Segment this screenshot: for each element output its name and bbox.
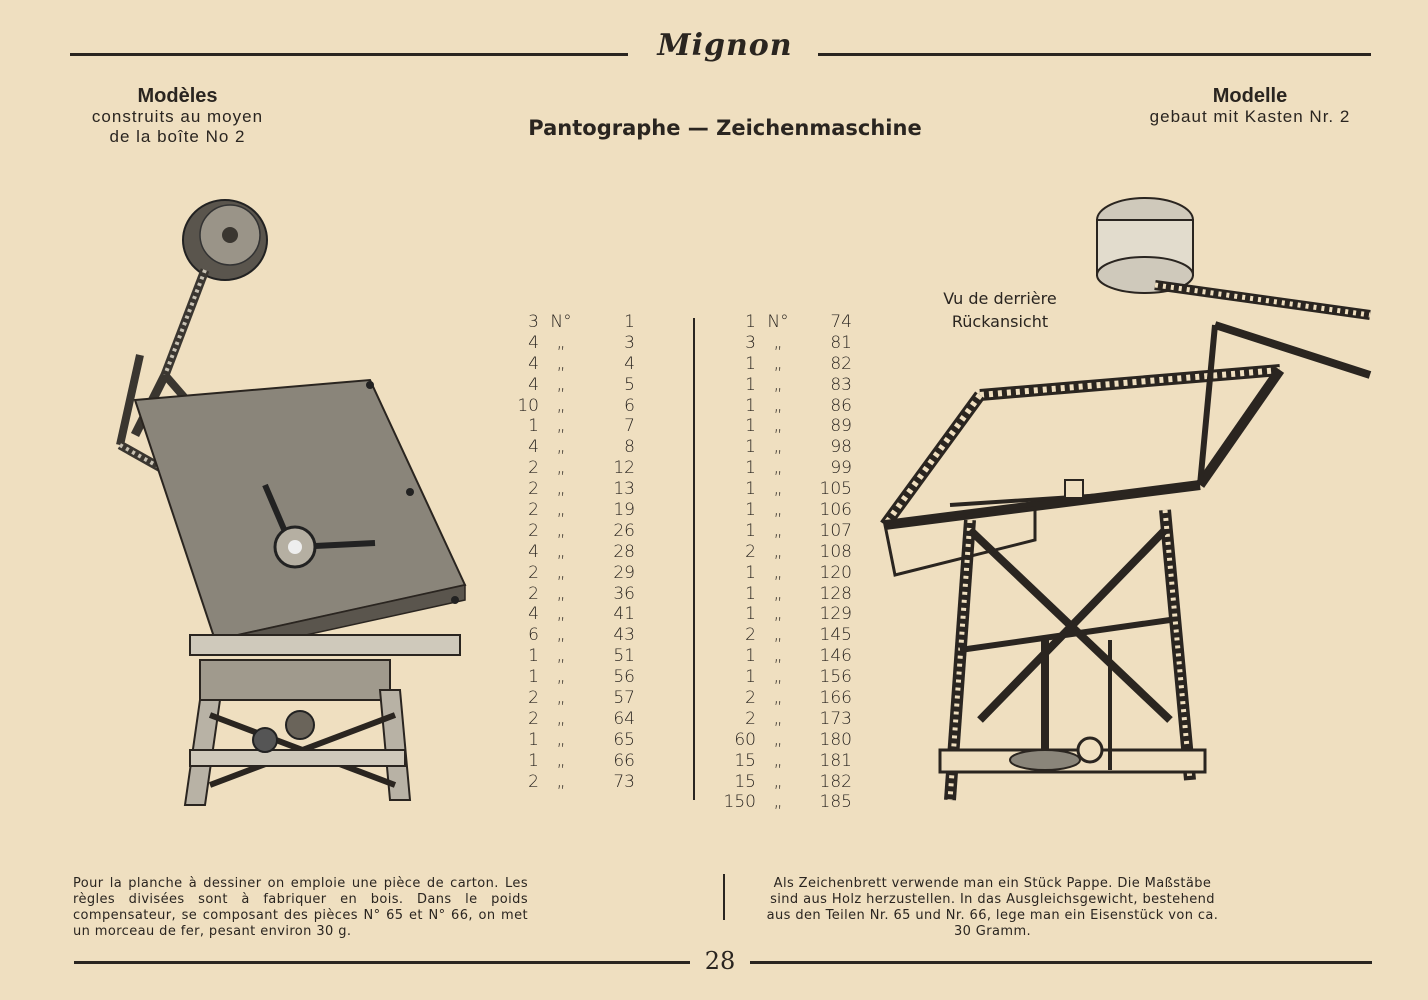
parts-row <box>722 375 857 396</box>
part-number: 74 <box>830 312 852 332</box>
parts-divider <box>693 318 695 800</box>
part-mark: „ <box>556 416 566 437</box>
parts-list-right-rows <box>722 312 857 813</box>
part-number: 4 <box>624 353 635 374</box>
part-mark: „ <box>773 479 783 500</box>
part-number: 19 <box>613 500 635 521</box>
parts-row <box>505 646 640 667</box>
part-number: 82 <box>830 353 852 374</box>
part-mark: N° <box>767 312 789 332</box>
part-number: 145 <box>819 625 852 646</box>
parts-row <box>505 730 640 751</box>
part-quantity: 1 <box>745 479 756 500</box>
part-mark: „ <box>773 583 783 604</box>
bottom-rule-left <box>74 961 690 964</box>
part-quantity: 1 <box>745 667 756 688</box>
part-quantity: 2 <box>528 520 539 541</box>
part-mark: „ <box>556 437 566 458</box>
part-mark: „ <box>773 416 783 437</box>
part-quantity: 1 <box>745 458 756 479</box>
part-number: 43 <box>613 625 635 646</box>
part-number: 185 <box>819 792 852 813</box>
parts-row <box>722 437 857 458</box>
parts-row <box>722 479 857 500</box>
part-number: 7 <box>624 416 635 437</box>
header-right <box>1115 85 1385 127</box>
part-quantity: 1 <box>745 646 756 667</box>
part-quantity: 3 <box>745 332 756 353</box>
part-quantity: 1 <box>745 353 756 374</box>
part-number: 86 <box>830 395 852 416</box>
part-quantity: 3 <box>528 312 539 332</box>
part-mark: „ <box>556 562 566 583</box>
parts-row <box>505 584 640 605</box>
part-mark: „ <box>773 667 783 688</box>
part-quantity: 150 <box>723 792 756 813</box>
part-mark: „ <box>773 646 783 667</box>
part-number: 57 <box>613 688 635 709</box>
part-mark: „ <box>773 520 783 541</box>
part-number: 28 <box>613 541 635 562</box>
parts-row <box>722 604 857 625</box>
header-right-title: Modelle <box>1212 85 1288 107</box>
part-number: 99 <box>830 458 852 479</box>
parts-row <box>722 709 857 730</box>
part-quantity: 2 <box>745 541 756 562</box>
part-quantity: 1 <box>745 374 756 395</box>
part-quantity: 2 <box>745 625 756 646</box>
part-mark: „ <box>556 729 566 750</box>
part-mark: „ <box>556 541 566 562</box>
parts-row <box>505 458 640 479</box>
part-number: 6 <box>624 395 635 416</box>
parts-row <box>505 563 640 584</box>
part-number: 3 <box>624 332 635 353</box>
part-mark: „ <box>773 395 783 416</box>
part-mark: „ <box>773 688 783 709</box>
part-quantity: 2 <box>528 500 539 521</box>
part-number: 36 <box>613 583 635 604</box>
header-left <box>60 85 295 147</box>
top-rule-left <box>70 53 628 56</box>
parts-row <box>505 772 640 793</box>
part-number: 83 <box>830 374 852 395</box>
caption-line-fr: Vu de derrière <box>943 289 1057 308</box>
part-quantity: 4 <box>528 332 539 353</box>
part-quantity: 1 <box>745 562 756 583</box>
part-quantity: 1 <box>528 750 539 771</box>
part-mark: „ <box>773 750 783 771</box>
part-number: 66 <box>613 750 635 771</box>
part-mark: „ <box>556 750 566 771</box>
part-quantity: 15 <box>734 750 756 771</box>
part-number: 106 <box>819 500 852 521</box>
part-quantity: 1 <box>528 667 539 688</box>
part-quantity: 2 <box>745 688 756 709</box>
parts-row <box>722 751 857 772</box>
part-mark: „ <box>556 667 566 688</box>
parts-row <box>505 688 640 709</box>
parts-row <box>722 792 857 813</box>
part-quantity: 2 <box>528 583 539 604</box>
part-number: 156 <box>819 667 852 688</box>
notes-divider <box>723 874 725 920</box>
parts-row <box>505 751 640 772</box>
parts-row <box>505 396 640 417</box>
part-mark: „ <box>556 520 566 541</box>
parts-list-right <box>722 312 857 813</box>
part-quantity: 2 <box>528 562 539 583</box>
part-quantity: 1 <box>528 729 539 750</box>
part-mark: „ <box>773 792 783 813</box>
part-number: 181 <box>819 750 852 771</box>
part-quantity: 2 <box>745 708 756 729</box>
part-quantity: 4 <box>528 541 539 562</box>
part-mark: „ <box>556 374 566 395</box>
part-mark: „ <box>773 625 783 646</box>
part-number: 41 <box>613 604 635 625</box>
parts-row <box>722 730 857 751</box>
part-quantity: 4 <box>528 353 539 374</box>
part-number: 26 <box>613 520 635 541</box>
part-mark: „ <box>556 332 566 353</box>
part-number: 51 <box>613 646 635 667</box>
part-mark: „ <box>773 353 783 374</box>
part-quantity: 1 <box>528 416 539 437</box>
header-left-line2: de la boîte No 2 <box>109 127 246 146</box>
part-quantity: 1 <box>745 395 756 416</box>
part-number: 105 <box>819 479 852 500</box>
part-quantity: 1 <box>745 437 756 458</box>
note-german: Als Zeichenbrett verwende man ein Stück Pappe. Die Maßstäbe sind aus Holz herzustellen. In das Ausgleichsgewicht, bestehend aus den Teilen Nr. 65 und Nr. 66, lege man ein Eisenstück von ca. 30 Gramm. <box>766 876 1219 939</box>
part-mark: „ <box>773 729 783 750</box>
parts-list-left-rows <box>505 312 640 792</box>
part-mark: „ <box>773 500 783 521</box>
part-number: 89 <box>830 416 852 437</box>
note-french: Pour la planche à dessiner on emploie une pièce de carton. Les règles divisées sont à fabriquer en bois. Dans le poids compensateur, se composant des pièces N° 65 et N° 66, on met un morceau de fer, pesant environ 30 g. <box>73 876 528 939</box>
parts-row <box>505 667 640 688</box>
parts-row <box>505 333 640 354</box>
part-quantity: 1 <box>745 416 756 437</box>
part-mark: „ <box>556 625 566 646</box>
part-number: 107 <box>819 520 852 541</box>
part-quantity: 4 <box>528 604 539 625</box>
part-number: 128 <box>819 583 852 604</box>
part-number: 173 <box>819 708 852 729</box>
part-quantity: 1 <box>745 604 756 625</box>
part-number: 108 <box>819 541 852 562</box>
parts-row <box>722 500 857 521</box>
part-number: 73 <box>613 771 635 792</box>
parts-row <box>722 772 857 793</box>
parts-row <box>505 312 640 333</box>
part-number: 56 <box>613 667 635 688</box>
parts-row <box>722 646 857 667</box>
part-quantity: 2 <box>528 708 539 729</box>
parts-row <box>505 709 640 730</box>
part-mark: „ <box>556 708 566 729</box>
part-mark: „ <box>556 395 566 416</box>
part-number: 129 <box>819 604 852 625</box>
parts-row <box>505 375 640 396</box>
parts-row <box>722 521 857 542</box>
part-mark: „ <box>556 604 566 625</box>
parts-row <box>722 625 857 646</box>
caption-line-de: Rückansicht <box>951 312 1049 331</box>
parts-row <box>722 563 857 584</box>
part-mark: „ <box>773 604 783 625</box>
part-quantity: 60 <box>734 729 756 750</box>
pantograph-rear-illustration <box>870 190 1390 820</box>
pantograph-front-illustration <box>80 195 480 835</box>
part-mark: „ <box>773 458 783 479</box>
parts-row <box>722 354 857 375</box>
header-left-title: Modèles <box>137 85 218 107</box>
bottom-rule-right <box>750 961 1372 964</box>
part-quantity: 10 <box>517 395 539 416</box>
parts-row <box>722 542 857 563</box>
part-number: 146 <box>819 646 852 667</box>
part-quantity: 1 <box>528 646 539 667</box>
part-quantity: 2 <box>528 479 539 500</box>
part-mark: „ <box>773 562 783 583</box>
parts-row <box>505 416 640 437</box>
parts-row <box>505 521 640 542</box>
part-number: 8 <box>624 437 635 458</box>
part-mark: „ <box>556 479 566 500</box>
part-mark: „ <box>773 332 783 353</box>
part-number: 5 <box>624 374 635 395</box>
page-title: Pantographe — Zeichenmaschine <box>528 116 922 140</box>
parts-row <box>722 416 857 437</box>
parts-row <box>505 500 640 521</box>
parts-row <box>722 333 857 354</box>
parts-row <box>722 667 857 688</box>
part-quantity: 1 <box>745 520 756 541</box>
part-quantity: 6 <box>528 625 539 646</box>
parts-row <box>505 625 640 646</box>
page-number: 28 <box>704 947 736 975</box>
part-quantity: 1 <box>745 312 756 332</box>
part-number: 12 <box>613 458 635 479</box>
part-mark: „ <box>556 353 566 374</box>
part-number: 1 <box>624 312 635 332</box>
part-mark: „ <box>773 771 783 792</box>
part-quantity: 4 <box>528 374 539 395</box>
top-rule-right <box>818 53 1371 56</box>
part-mark: „ <box>556 688 566 709</box>
parts-row <box>722 396 857 417</box>
parts-row <box>505 437 640 458</box>
part-number: 98 <box>830 437 852 458</box>
parts-row <box>505 479 640 500</box>
part-mark: „ <box>773 437 783 458</box>
part-quantity: 2 <box>528 458 539 479</box>
part-mark: N° <box>550 312 572 332</box>
header-right-line1: gebaut mit Kasten Nr. 2 <box>1149 107 1351 126</box>
part-mark: „ <box>773 708 783 729</box>
parts-row <box>722 458 857 479</box>
parts-row <box>722 688 857 709</box>
part-number: 166 <box>819 688 852 709</box>
part-quantity: 1 <box>745 500 756 521</box>
part-quantity: 15 <box>734 771 756 792</box>
parts-list-left <box>505 312 640 792</box>
part-mark: „ <box>556 583 566 604</box>
part-number: 120 <box>819 562 852 583</box>
part-mark: „ <box>556 458 566 479</box>
part-number: 64 <box>613 708 635 729</box>
parts-row <box>722 312 857 333</box>
parts-row <box>505 354 640 375</box>
part-number: 65 <box>613 729 635 750</box>
part-number: 182 <box>819 771 852 792</box>
brand-title: Mignon <box>657 28 793 63</box>
part-quantity: 2 <box>528 771 539 792</box>
part-number: 81 <box>830 332 852 353</box>
part-quantity: 1 <box>745 583 756 604</box>
parts-row <box>722 584 857 605</box>
part-number: 13 <box>613 479 635 500</box>
part-quantity: 4 <box>528 437 539 458</box>
part-mark: „ <box>773 541 783 562</box>
part-quantity: 2 <box>528 688 539 709</box>
part-mark: „ <box>556 500 566 521</box>
part-number: 180 <box>819 729 852 750</box>
part-number: 29 <box>613 562 635 583</box>
parts-row <box>505 542 640 563</box>
header-left-line1: construits au moyen <box>91 107 264 126</box>
part-mark: „ <box>773 374 783 395</box>
parts-row <box>505 604 640 625</box>
part-mark: „ <box>556 646 566 667</box>
part-mark: „ <box>556 771 566 792</box>
